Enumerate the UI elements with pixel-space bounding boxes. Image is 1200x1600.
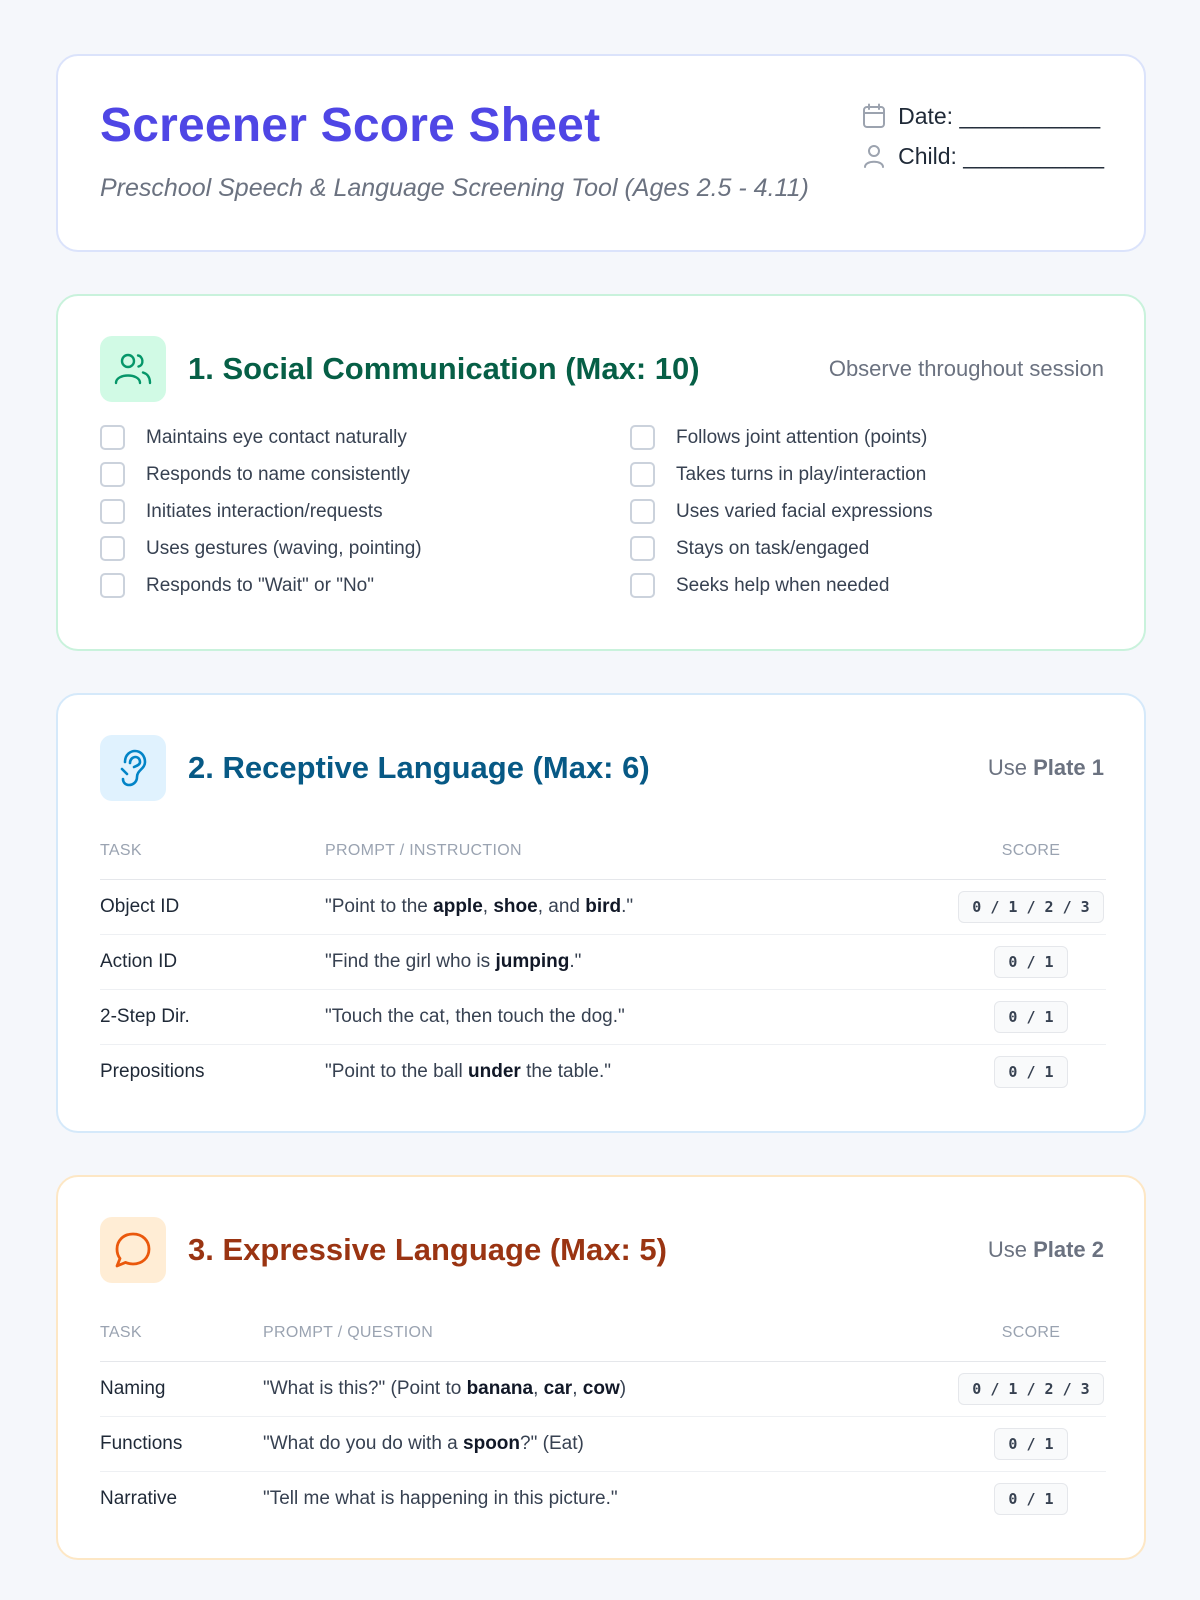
checklist-item[interactable]: Stays on task/engaged [630, 535, 1104, 562]
table-row [100, 1416, 1106, 1471]
score-cell [956, 1416, 1106, 1471]
checklist-item[interactable]: Initiates interaction/requests [100, 498, 630, 525]
receptive-language-card [56, 693, 1146, 1133]
column-header-prompt: PROMPT / QUESTION [263, 1305, 956, 1361]
checklist-item[interactable]: Uses gestures (waving, pointing) [100, 535, 630, 562]
receptive-section-note: Use Plate 1 [987, 755, 1104, 780]
task-cell: Object ID [100, 879, 325, 934]
checkbox[interactable] [100, 573, 125, 598]
prompt-cell: "Touch the cat, then touch the dog." [325, 989, 956, 1044]
expressive-section-header [100, 1217, 1104, 1283]
checklist-item[interactable]: Follows joint attention (points) [630, 424, 1104, 451]
score-badge[interactable]: 0 / 1 [994, 1483, 1067, 1515]
users-icon [100, 336, 166, 402]
receptive-section-title: 2. Receptive Language (Max: 6) [188, 750, 650, 785]
expressive-language-card [56, 1175, 1146, 1560]
score-badge[interactable]: 0 / 1 / 2 / 3 [958, 891, 1103, 923]
table-row [100, 1361, 1106, 1416]
date-field[interactable] [862, 96, 1104, 136]
checkbox[interactable] [100, 536, 125, 561]
score-badge[interactable]: 0 / 1 / 2 / 3 [958, 1373, 1103, 1405]
table-row [100, 879, 1106, 934]
score-badge[interactable]: 0 / 1 [994, 1001, 1067, 1033]
score-badge[interactable]: 0 / 1 [994, 946, 1067, 978]
score-cell [956, 1044, 1106, 1099]
task-cell: Narrative [100, 1487, 178, 1509]
child-field[interactable] [862, 136, 1104, 176]
social-section-note: Observe throughout session [828, 356, 1104, 381]
prompt-cell: "Point to the apple, shoe, and bird." [325, 879, 956, 934]
column-header-task: TASK [100, 823, 325, 879]
table-row [100, 1044, 1106, 1099]
checkbox[interactable] [100, 462, 125, 487]
prompt-cell: "Point to the ball under the table." [325, 1060, 611, 1082]
checklist-item[interactable]: Maintains eye contact naturally [100, 424, 630, 451]
speech-bubble-icon [100, 1217, 166, 1283]
ear-icon [100, 735, 166, 801]
prompt-cell: "Find the girl who is jumping." [325, 934, 956, 989]
column-header-score: SCORE [956, 1305, 1106, 1361]
score-badge[interactable]: 0 / 1 [994, 1428, 1067, 1460]
table-row [100, 989, 1106, 1044]
social-section-title: 1. Social Communication (Max: 10) [188, 351, 700, 386]
column-header-score: SCORE [956, 823, 1106, 879]
checkbox[interactable] [630, 462, 655, 487]
date-label: Date: ___________ [898, 102, 1101, 129]
task-cell: Functions [100, 1416, 263, 1471]
header-card [56, 54, 1146, 252]
checklist-item[interactable]: Seeks help when needed [630, 572, 1104, 599]
social-communication-card [56, 294, 1146, 651]
score-badge[interactable]: 0 / 1 [994, 1056, 1067, 1088]
child-label: Child: ___________ [898, 142, 1104, 169]
checkbox[interactable] [630, 425, 655, 450]
checkbox[interactable] [100, 499, 125, 524]
social-checklist [100, 424, 1104, 599]
column-header-prompt: PROMPT / INSTRUCTION [325, 823, 956, 879]
task-cell: Naming [100, 1361, 263, 1416]
task-cell: Action ID [100, 934, 325, 989]
checklist-item[interactable]: Takes turns in play/interaction [630, 461, 1104, 488]
receptive-table [100, 823, 1106, 1099]
page-subtitle: Preschool Speech & Language Screening Tool (Ages 2.5 - 4.11) [100, 174, 809, 202]
column-header-task: TASK [100, 1305, 263, 1361]
expressive-section-note: Use Plate 2 [987, 1237, 1104, 1262]
prompt-cell: "What do you do with a spoon?" (Eat) [263, 1416, 956, 1471]
checklist-item[interactable]: Responds to name consistently [100, 461, 630, 488]
score-cell [956, 1471, 1106, 1526]
checkbox[interactable] [630, 536, 655, 561]
receptive-section-header [100, 735, 1104, 801]
social-section-header [100, 336, 1104, 402]
checkbox[interactable] [630, 499, 655, 524]
table-row [100, 934, 1106, 989]
meta-fields [862, 96, 1104, 176]
checkbox[interactable] [100, 425, 125, 450]
score-cell [956, 879, 1106, 934]
page-title: Screener Score Sheet [100, 99, 601, 152]
score-cell [956, 989, 1106, 1044]
prompt-cell: "What is this?" (Point to banana, car, cow) [263, 1361, 956, 1416]
calendar-icon [862, 103, 886, 129]
task-cell: Prepositions [100, 1060, 205, 1082]
expressive-table [100, 1305, 1106, 1526]
prompt-cell: "Tell me what is happening in this picture." [263, 1487, 618, 1509]
table-row [100, 1471, 1106, 1526]
checklist-item[interactable]: Responds to "Wait" or "No" [100, 572, 630, 599]
checkbox[interactable] [630, 573, 655, 598]
user-icon [862, 143, 886, 169]
expressive-section-title: 3. Expressive Language (Max: 5) [188, 1232, 667, 1267]
score-cell [956, 934, 1106, 989]
checklist-item[interactable]: Uses varied facial expressions [630, 498, 1104, 525]
task-cell: 2-Step Dir. [100, 989, 325, 1044]
score-cell [956, 1361, 1106, 1416]
